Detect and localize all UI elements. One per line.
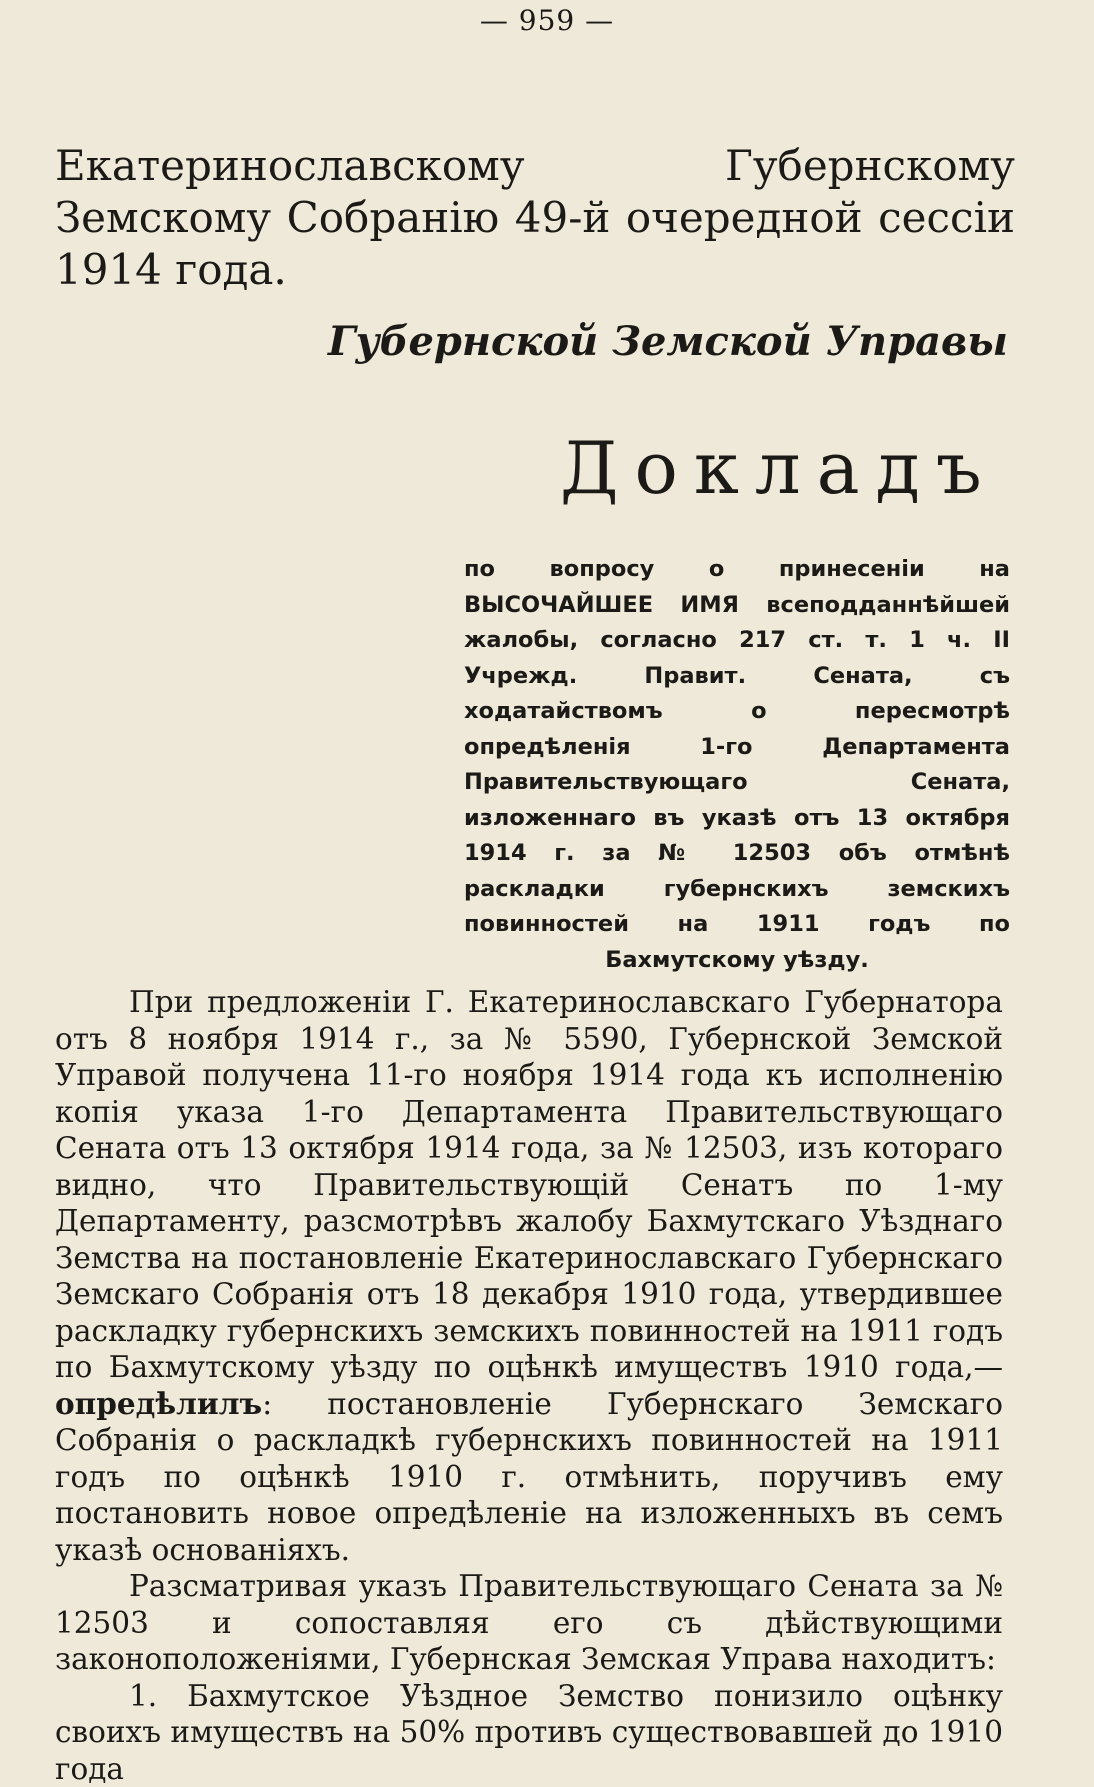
report-subject: по вопросу о принесеніи на ВЫСОЧАЙШЕЕ ИМЯ всеподданнѣйшей жалобы, согласно 217 ст. т. 1 ч. II Учрежд. Правит. Сената, съ ходатайствомъ о пересмотрѣ опредѣленія 1-го Департамента Правительствующаго Сената, изложеннаго въ указѣ отъ 13 октября 1914 г. за № 12503 объ отмѣнѣ раскладки губернскихъ земскихъ повинностей на 1911 годъ по Бахмутскому уѣзду.: [464, 552, 1010, 978]
paragraph-1: [55, 984, 1003, 1568]
document-body: [55, 984, 1003, 1787]
document-title: Докладъ: [560, 428, 1010, 508]
paragraph-1-text-b: : постановленіе Губернскаго Земскаго Собранія о раскладкѣ губернскихъ повинностей на 1911 годъ по оцѣнкѣ 1910 г. отмѣнить, поручивъ ему постановить новое опредѣленіе на изложенныхъ въ семъ указѣ основаніяхъ.: [55, 1387, 1003, 1567]
page-number: — 959 —: [0, 4, 1094, 37]
paragraph-3: 1. Бахмутское Уѣздное Земство понизило оцѣнку своихъ имуществъ на 50% противъ существовавшей до 1910 года: [55, 1678, 1003, 1787]
paragraph-1-text-a: При предложеніи Г. Екатеринославскаго Губернатора отъ 8 ноября 1914 г., за № 5590, Губернской Земской Управой получена 11-го ноября 1914 года къ исполненію копія указа 1-го Департамента Правительствующаго Сената отъ 13 октября 1914 года, за № 12503, изъ котораго видно, что Правительствующій Сенатъ по 1-му Департаменту, разсмотрѣвъ жалобу Бахмутскаго Уѣзднаго Земства на постановленіе Екатеринославскаго Губернскаго Земскаго Собранія отъ 18 декабря 1910 года, утвердившее раскладку губернскихъ земскихъ повинностей на 1911 годъ по Бахмутскому уѣзду по оцѣнкѣ имуществъ 1910 года,—: [55, 985, 1003, 1384]
paragraph-1-bold: опредѣлилъ: [55, 1386, 262, 1421]
issuer-line: Губернской Земской Управы: [328, 318, 1008, 365]
document-heading: Екатеринославскому Губернскому Земскому Собранію 49-й очередной сессіи 1914 года.: [55, 140, 1015, 296]
paragraph-2: Разсматривая указъ Правительствующаго Сената за № 12503 и сопоставляя его съ дѣйствующими законоположеніями, Губернская Земская Управа находитъ:: [55, 1568, 1003, 1678]
